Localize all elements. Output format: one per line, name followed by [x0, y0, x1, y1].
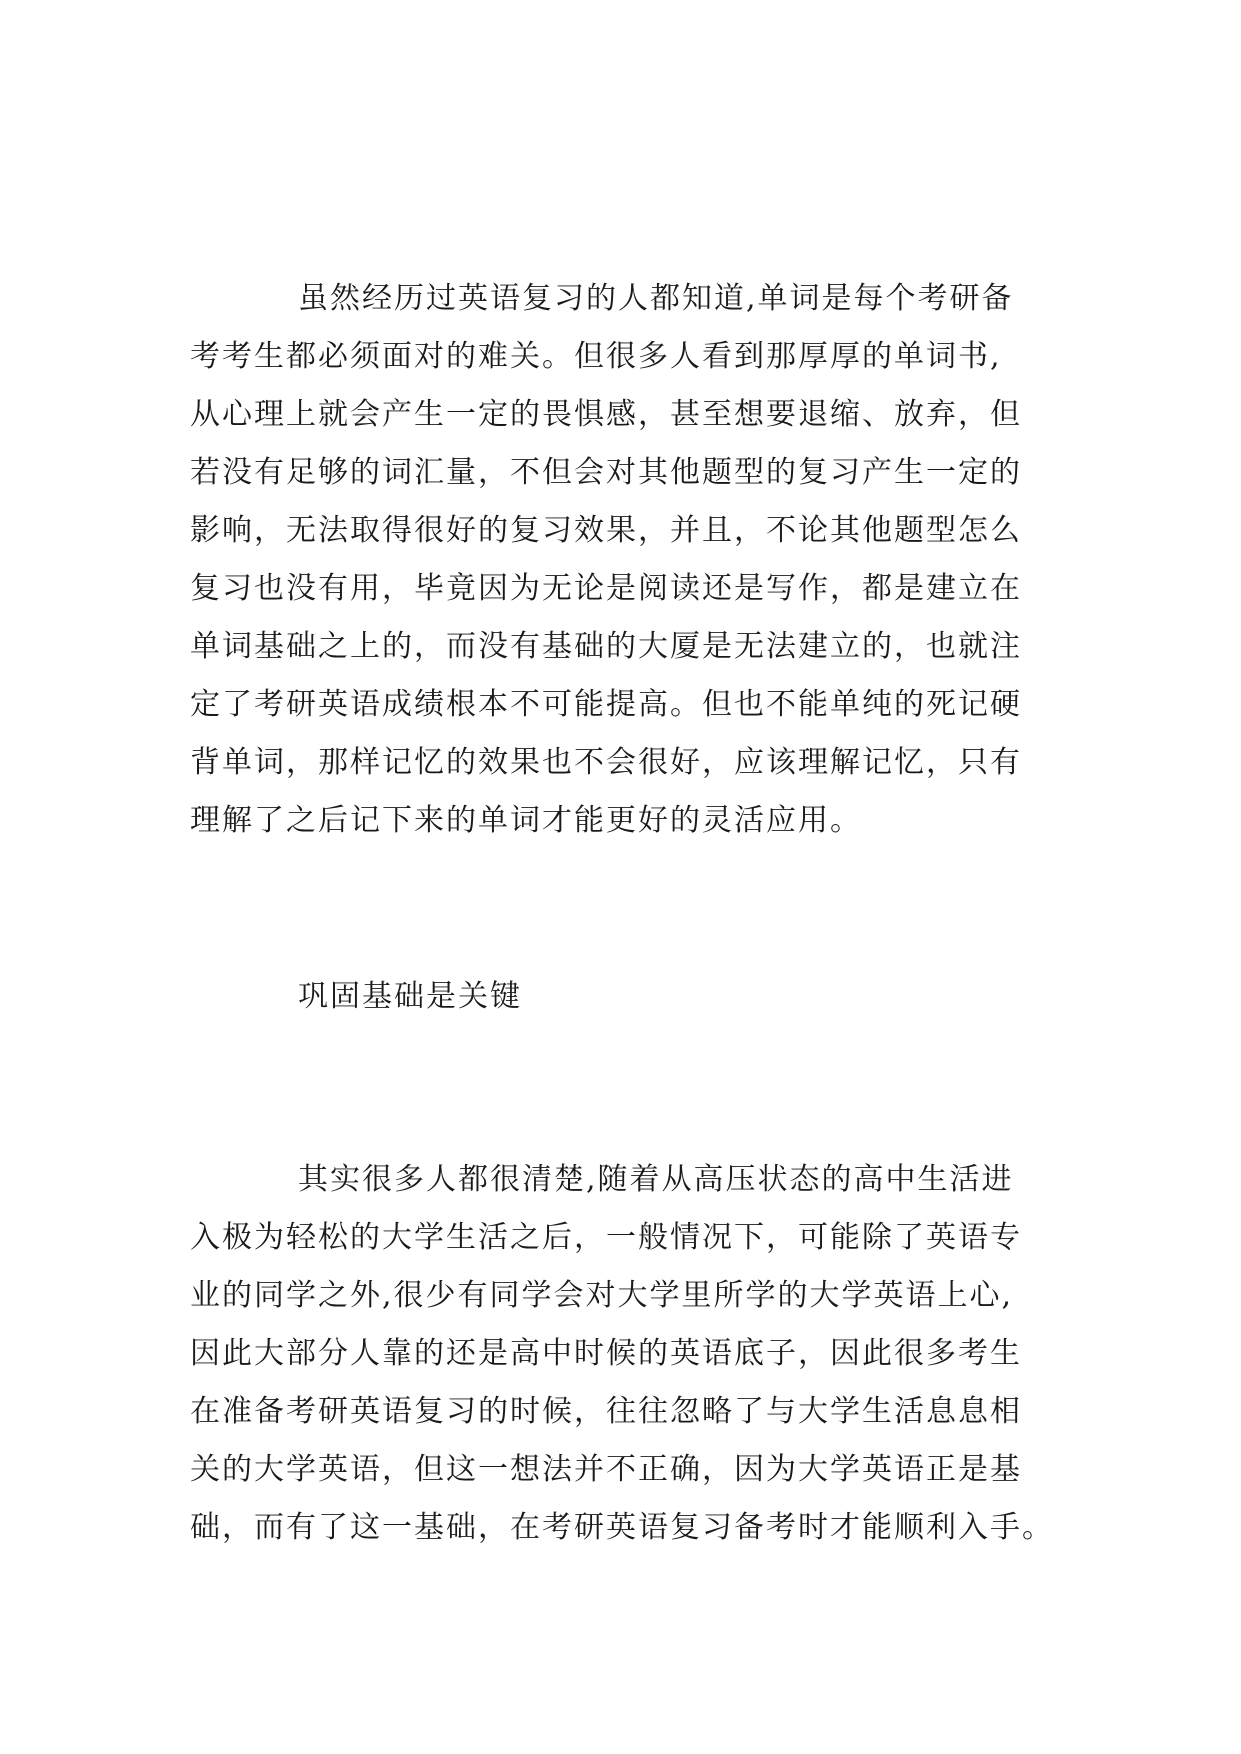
paragraph-foundation	[190, 1151, 1060, 1557]
paragraph-line: 入极为轻松的大学生活之后，一般情况下，可能除了英语专	[190, 1220, 1022, 1255]
paragraph-vocabulary	[190, 270, 1060, 850]
paragraph-line: 定了考研英语成绩根本不可能提高。但也不能单纯的死记硬	[190, 687, 1022, 722]
section-heading-text: 巩固基础是关键	[298, 979, 522, 1014]
paragraph-line: 影响，无法取得很好的复习效果，并且，不论其他题型怎么	[190, 513, 1022, 548]
paragraph-line: 理解了之后记下来的单词才能更好的灵活应用。	[190, 803, 862, 838]
section-heading	[190, 968, 1060, 1026]
paragraph-line: 在准备考研英语复习的时候，往往忽略了与大学生活息息相	[190, 1394, 1022, 1429]
paragraph-line: 从心理上就会产生一定的畏惧感，甚至想要退缩、放弃，但	[190, 397, 1022, 432]
paragraph-line: 因此大部分人靠的还是高中时候的英语底子，因此很多考生	[190, 1336, 1022, 1371]
paragraph-line: 若没有足够的词汇量，不但会对其他题型的复习产生一定的	[190, 455, 1022, 490]
paragraph-line: 业的同学之外,很少有同学会对大学里所学的大学英语上心,	[190, 1278, 1014, 1313]
paragraph-line: 单词基础之上的，而没有基础的大厦是无法建立的，也就注	[190, 629, 1022, 664]
paragraph-line: 础，而有了这一基础，在考研英语复习备考时才能顺利入手。	[190, 1510, 1054, 1545]
paragraph-line: 虽然经历过英语复习的人都知道,单词是每个考研备	[298, 281, 1014, 316]
paragraph-line: 考考生都必须面对的难关。但很多人看到那厚厚的单词书,	[190, 339, 1002, 374]
paragraph-line: 复习也没有用，毕竟因为无论是阅读还是写作，都是建立在	[190, 571, 1022, 606]
paragraph-line: 其实很多人都很清楚,随着从高压状态的高中生活进	[298, 1162, 1014, 1197]
paragraph-line: 关的大学英语，但这一想法并不正确，因为大学英语正是基	[190, 1452, 1022, 1487]
paragraph-line: 背单词，那样记忆的效果也不会很好，应该理解记忆，只有	[190, 745, 1022, 780]
